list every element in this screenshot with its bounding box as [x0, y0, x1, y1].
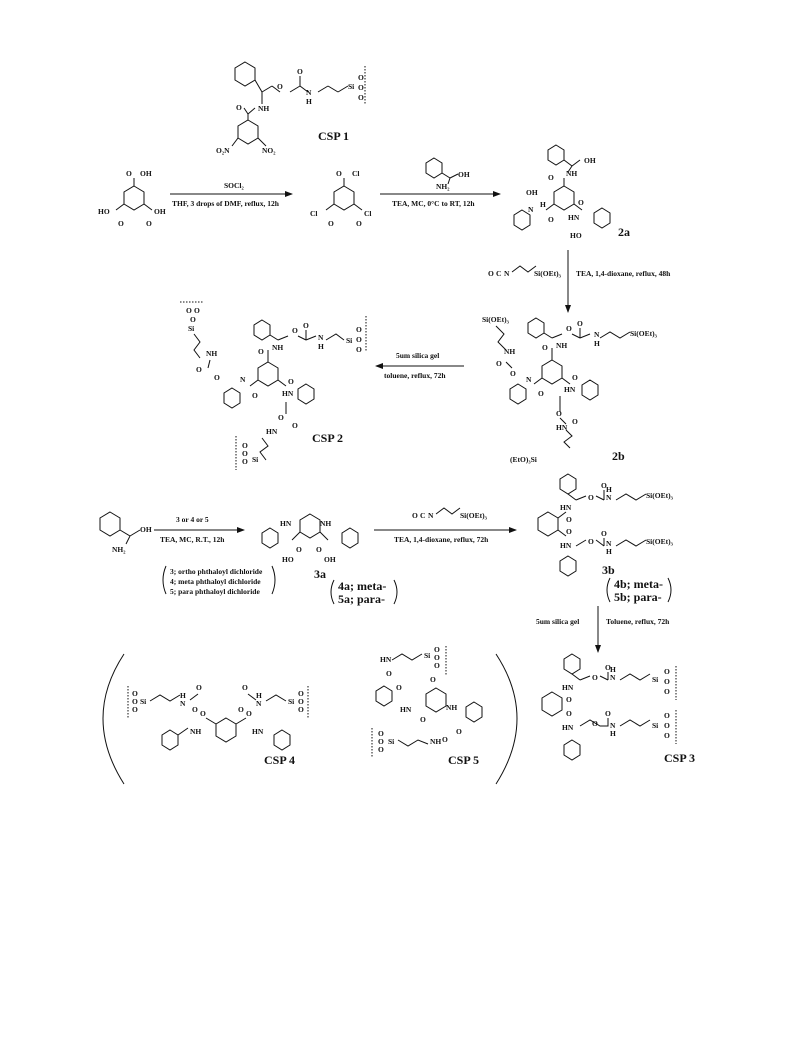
atom-o: O [356, 325, 362, 334]
atom-oh: OH [526, 188, 538, 197]
csp4-structure [128, 683, 308, 750]
atom-nh: NH [556, 341, 568, 350]
atom-hn: HN [562, 723, 574, 732]
atom-o: O [298, 689, 304, 698]
atom-o: O [316, 545, 322, 554]
atom-o: O [548, 215, 554, 224]
compound-label-4b: 4b; meta- [614, 577, 663, 591]
bracket-left [103, 654, 124, 784]
atom-oh: OH [154, 207, 166, 216]
silyl-group: (EtO)₃Si [510, 455, 537, 464]
condition-r5-above: 3 or 4 or 5 [176, 515, 209, 524]
atom-cl: Cl [364, 209, 372, 218]
atom-ho: HO [98, 207, 110, 216]
condition-r4-above: 5um silica gel [396, 351, 440, 360]
atom-o: O [496, 359, 502, 368]
atom-o: O [566, 709, 572, 718]
atom-h: H [256, 691, 262, 700]
atom-hn: HN [562, 683, 574, 692]
compound-3b-structure [538, 474, 674, 576]
atom-o: O [296, 545, 302, 554]
atom-n: N [240, 375, 246, 384]
atom-h: H [606, 485, 612, 494]
legend-line-2: 4; meta phthaloyl dichloride [170, 577, 261, 586]
atom-si: Si [252, 455, 259, 464]
atom-n: N [318, 333, 324, 342]
atom-o: O [297, 67, 303, 76]
condition-r6-below: TEA, 1,4-dioxane, reflux, 72h [394, 535, 489, 544]
atom-hn: HN [266, 427, 278, 436]
atom-si: Si [346, 336, 353, 345]
atom-o: O [605, 663, 611, 672]
atom-nh: NH [320, 519, 332, 528]
compound-label-csp4: CSP 4 [264, 753, 296, 767]
atom-hn: HN [556, 423, 568, 432]
compound-2a-structure [514, 145, 610, 240]
atom-o: O [572, 373, 578, 382]
atom-hn: HN [560, 503, 572, 512]
isocyanate-silyl: Si(OEt)₃ [534, 269, 561, 278]
acid-chloride-structure [310, 169, 372, 228]
atom-o: O [242, 683, 248, 692]
atom-o: O [190, 315, 196, 324]
atom-nh: NH [190, 727, 202, 736]
atom-h: H [318, 342, 324, 351]
atom-o: O [132, 697, 138, 706]
atom-o: O [200, 709, 206, 718]
atom-o: O [358, 83, 364, 92]
atom-n: N [180, 699, 186, 708]
atom-o: O [378, 729, 384, 738]
atom-o: O [132, 705, 138, 714]
atom-n: N [504, 269, 510, 278]
atom-o: O [358, 73, 364, 82]
atom-o: O [442, 735, 448, 744]
alt-labels-3a [331, 579, 397, 606]
silyl-group: Si(OEt)₃ [646, 491, 673, 500]
atom-si: Si [388, 737, 395, 746]
atom-oh: OH [140, 525, 152, 534]
atom-c: C [496, 269, 502, 278]
atom-o: O [277, 82, 283, 91]
silyl-group: Si(OEt)₃ [482, 315, 509, 324]
isocyanate-silyl: Si(OEt)₃ [460, 511, 487, 520]
atom-h: H [610, 729, 616, 738]
condition-r3-right: TEA, 1,4-dioxane, reflux, 48h [576, 269, 671, 278]
silyl-group: Si(OEt)₃ [646, 537, 673, 546]
compound-label-csp2: CSP 2 [312, 431, 344, 445]
atom-c: C [420, 511, 426, 520]
atom-h: H [540, 200, 546, 209]
atom-o: O [664, 667, 670, 676]
atom-oh: OH [584, 156, 596, 165]
atom-h: H [306, 97, 312, 106]
atom-o: O [303, 321, 309, 330]
atom-o: O [298, 705, 304, 714]
atom-hn: HN [564, 385, 576, 394]
atom-o: O [288, 377, 294, 386]
atom-hn: HN [560, 541, 572, 550]
condition-r1-below: THF, 3 drops of DMF, reflux, 12h [172, 199, 279, 208]
atom-o: O [186, 306, 192, 315]
atom-o: O [292, 326, 298, 335]
atom-n: N [528, 205, 534, 214]
atom-o: O [664, 687, 670, 696]
atom-o: O [378, 737, 384, 746]
atom-o: O [588, 537, 594, 546]
atom-hn: HN [380, 655, 392, 664]
condition-r5-below: TEA, MC, R.T., 12h [160, 535, 225, 544]
atom-hn: HN [252, 727, 264, 736]
atom-h: H [594, 339, 600, 348]
atom-o: O [664, 721, 670, 730]
atom-nh: NH [504, 347, 516, 356]
legend-line-1: 3; ortho phthaloyl dichloride [170, 567, 263, 576]
atom-o: O [577, 319, 583, 328]
atom-o: O [556, 409, 562, 418]
atom-o: O [488, 269, 494, 278]
atom-oh: OH [324, 555, 336, 564]
atom-hn: HN [568, 213, 580, 222]
atom-oh: OH [458, 170, 470, 179]
alt-labels-3b [607, 577, 671, 604]
condition-r4-below: toluene, reflux, 72h [384, 371, 446, 380]
atom-ho: HO [570, 231, 582, 240]
atom-o: O [538, 389, 544, 398]
atom-n: N [594, 330, 600, 339]
atom-o: O [434, 645, 440, 654]
atom-cl: Cl [310, 209, 318, 218]
atom-o: O [356, 219, 362, 228]
atom-nh: NH [272, 343, 284, 352]
atom-nh: NH [566, 169, 578, 178]
compound-label-csp3: CSP 3 [664, 751, 696, 765]
isocyanate-reagent [488, 266, 562, 278]
atom-nh: NH [206, 349, 218, 358]
atom-o: O [592, 719, 598, 728]
csp5-structure [372, 645, 482, 758]
atom-o: O [118, 219, 124, 228]
bracket-right [496, 654, 517, 784]
atom-oh: OH [140, 169, 152, 178]
atom-o: O [510, 369, 516, 378]
atom-o: O [548, 173, 554, 182]
atom-n: N [610, 673, 616, 682]
atom-o: O [146, 219, 152, 228]
atom-o: O [664, 677, 670, 686]
atom-nh: NH [258, 104, 270, 113]
atom-o: O [298, 697, 304, 706]
csp3-structure [542, 654, 676, 760]
atom-o: O [566, 527, 572, 536]
atom-o: O [566, 324, 572, 333]
compound-2b-structure [482, 315, 658, 464]
atom-n: N [606, 539, 612, 548]
trimesic-acid-structure [98, 169, 166, 228]
atom-hn: HN [282, 389, 294, 398]
atom-si: Si [652, 721, 659, 730]
atom-o: O [292, 421, 298, 430]
atom-o: O [578, 198, 584, 207]
silyl-group: Si(OEt)₃ [630, 329, 657, 338]
atom-o: O [194, 306, 200, 315]
atom-nh: NH [446, 703, 458, 712]
atom-h: H [606, 547, 612, 556]
atom-o: O [236, 103, 242, 112]
atom-o: O [430, 675, 436, 684]
atom-o: O [356, 345, 362, 354]
atom-si: Si [140, 697, 147, 706]
atom-o: O [601, 529, 607, 538]
atom-o: O [214, 373, 220, 382]
atom-o: O [192, 705, 198, 714]
atom-o: O [420, 715, 426, 724]
atom-o: O [386, 669, 392, 678]
atom-si: Si [348, 82, 355, 91]
atom-o: O [242, 457, 248, 466]
atom-o: O [456, 727, 462, 736]
atom-nh2: NH₂ [436, 182, 450, 191]
atom-o: O [238, 705, 244, 714]
atom-o: O [336, 169, 342, 178]
atom-n: N [306, 88, 312, 97]
atom-n: N [428, 511, 434, 520]
compound-3a-structure [262, 514, 358, 564]
atom-o: O [196, 683, 202, 692]
atom-o: O [358, 93, 364, 102]
nitro-group: NO₂ [262, 146, 276, 155]
atom-o: O [126, 169, 132, 178]
condition-r2-below: TEA, MC, 0°C to RT, 12h [392, 199, 475, 208]
atom-o: O [258, 347, 264, 356]
atom-o: O [664, 731, 670, 740]
atom-o: O [566, 515, 572, 524]
condition-r7-left: 5um silica gel [536, 617, 580, 626]
atom-o: O [664, 711, 670, 720]
atom-o: O [132, 689, 138, 698]
atom-n: N [526, 375, 532, 384]
atom-n: N [606, 493, 612, 502]
atom-n: N [256, 699, 262, 708]
atom-si: Si [652, 675, 659, 684]
atom-o: O [434, 653, 440, 662]
legend-dichlorides [163, 566, 275, 596]
atom-o: O [542, 343, 548, 352]
phenylglycinol-structure [100, 512, 152, 554]
phenylglycinol-reagent [426, 158, 470, 191]
compound-label-csp5: CSP 5 [448, 753, 480, 767]
atom-o: O [356, 335, 362, 344]
compound-label-csp1: CSP 1 [318, 129, 350, 143]
atom-o: O [242, 441, 248, 450]
atom-o: O [605, 709, 611, 718]
atom-o: O [252, 391, 258, 400]
atom-o: O [434, 661, 440, 670]
condition-r7-right: Toluene, reflux, 72h [606, 617, 670, 626]
atom-o: O [396, 683, 402, 692]
atom-o: O [572, 417, 578, 426]
compound-label-2b: 2b [612, 449, 625, 463]
atom-o: O [412, 511, 418, 520]
atom-si: Si [424, 651, 431, 660]
atom-o: O [242, 449, 248, 458]
atom-o: O [196, 365, 202, 374]
isocyanate-reagent-2 [412, 508, 488, 520]
atom-o: O [246, 709, 252, 718]
nitro-group: O₂N [216, 146, 230, 155]
compound-label-3b: 3b [602, 563, 615, 577]
compound-label-5b: 5b; para- [614, 590, 662, 604]
atom-h: H [610, 665, 616, 674]
atom-si: Si [288, 697, 295, 706]
atom-cl: Cl [352, 169, 360, 178]
atom-nh2: NH₂ [112, 545, 126, 554]
atom-hn: HN [400, 705, 412, 714]
compound-label-4a: 4a; meta- [338, 579, 387, 593]
atom-o: O [592, 673, 598, 682]
atom-hn: HN [280, 519, 292, 528]
atom-o: O [588, 493, 594, 502]
compound-label-3a: 3a [314, 567, 326, 581]
atom-o: O [378, 745, 384, 754]
atom-nh: NH [430, 737, 442, 746]
atom-h: H [180, 691, 186, 700]
atom-si: Si [188, 324, 195, 333]
atom-o: O [278, 413, 284, 422]
legend-line-3: 5; para phthaloyl dichloride [170, 587, 260, 596]
condition-r1-above: SOCl₂ [224, 181, 244, 190]
atom-o: O [328, 219, 334, 228]
compound-label-2a: 2a [618, 225, 630, 239]
atom-o: O [601, 481, 607, 490]
atom-n: N [610, 721, 616, 730]
compound-label-5a: 5a; para- [338, 592, 385, 606]
atom-ho: HO [282, 555, 294, 564]
atom-o: O [566, 695, 572, 704]
